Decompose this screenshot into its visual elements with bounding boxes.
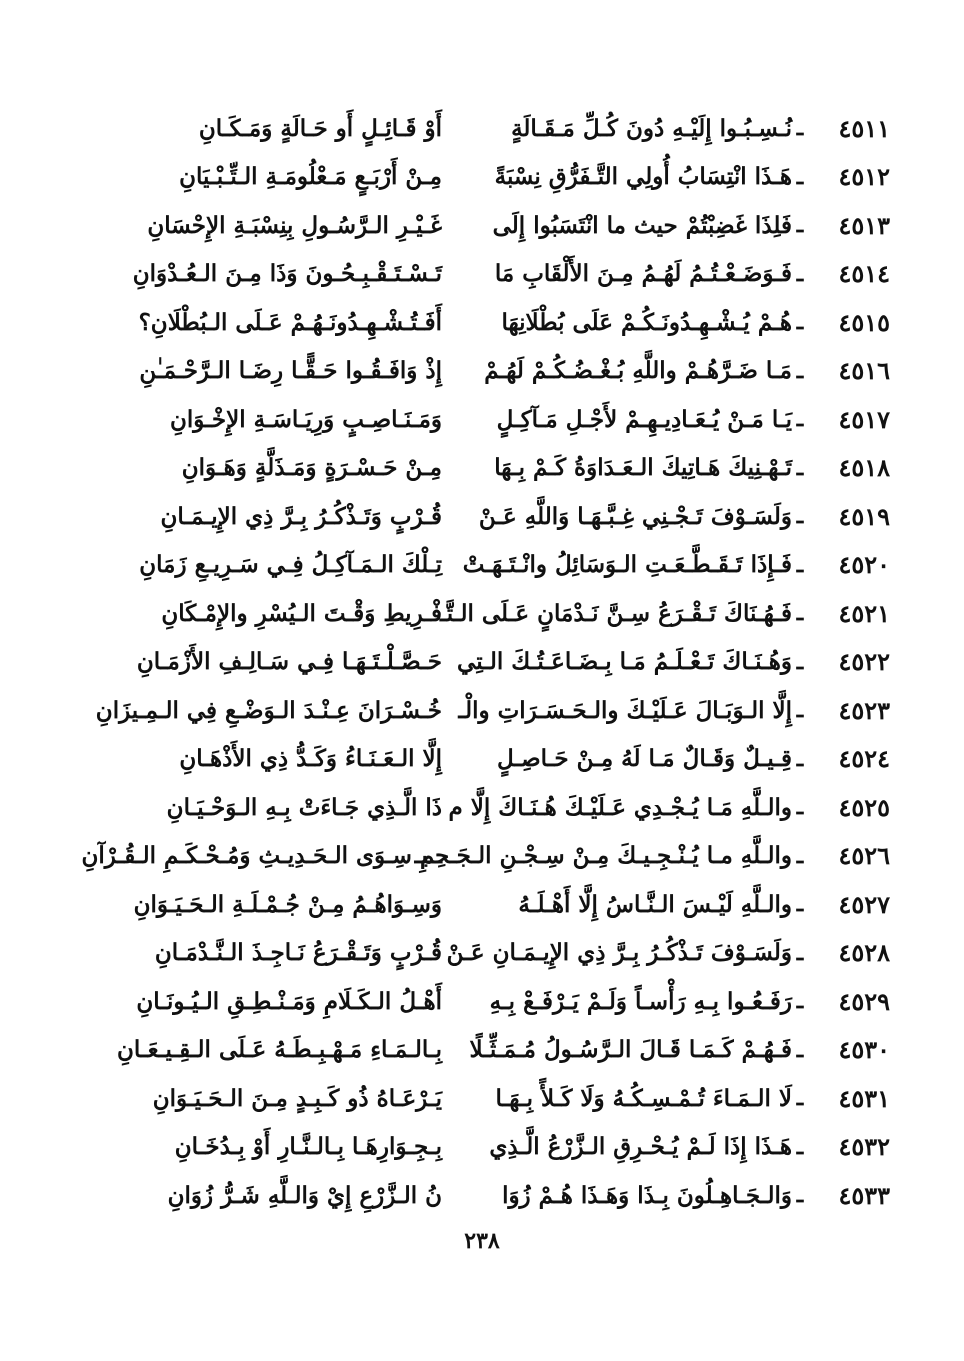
first-hemistich: فَلِذَا غَضِبْتُمْ حيث ما انْتَسَبُوا إِلَى [492,211,792,239]
verse-number: ٤٥١٧ [838,404,890,434]
second-hemistich: وَسِـوَاهُـمُ مِـنْ جُـمْـلَـةِ الـحَـيَـوَانِ [133,890,442,918]
verse-dash: ـ [796,115,804,142]
second-hemistich: مِـنْ حَـسْـرَةٍ وَمَـذَلَّةٍ وَهَـوَانِ [181,454,442,482]
first-hemistich: رَفَـعُـوا بِـهِ رَأْسـاً وَلَـمْ يَـرْفَـعْ بِـهِ [489,987,792,1015]
verse-number: ٤٥٣٢ [838,1132,890,1162]
first-hemistich: وَلَسَـوْفَ تَـذْكُـرُ بِـرَّ ذِي الإِيـمَـانِ عَـنْ [446,939,792,967]
verse-number: ٤٥٢٩ [838,986,890,1016]
verse-dash: ـ [796,939,804,966]
verse-dash: ـ [796,503,804,530]
verse-number: ٤٥٢١ [838,598,890,628]
poem-verses [70,104,890,1220]
first-hemistich: فَـوَضَـعْـتُـمُ لَهُـمُ مِـنَ الأَلْقَابِ مَا [494,260,792,288]
verse-number: ٤٥١٢ [838,162,890,192]
verse-line [70,638,890,687]
verse-line [70,250,890,299]
verse-line [70,153,890,202]
first-hemistich: لَا الـمَـاءَ تُـمْـسِـكُـهُ وَلَا كَـلأً بِـهَـا [495,1084,792,1112]
second-hemistich: بِـالـمَـاءِ مَـهْـبِـطَـهُ عَـلَى الـقِـيـعَـانِ [117,1036,442,1064]
first-hemistich: قِـيـلٌ وَقَـالٌ مَـا لَهُ مِـنْ حَـاصِـلٍ [496,745,792,773]
verse-number: ٤٥٢٦ [838,841,890,871]
verse-dash: ـ [796,309,804,336]
verse-line [70,1123,890,1172]
verse-dash: ـ [796,551,804,578]
verse-number: ٤٥٢٠ [838,550,890,580]
verse-dash: ـ [796,454,804,481]
verse-dash: ـ [796,842,804,869]
verse-line [70,104,890,153]
first-hemistich: إِلَّا الـوَبَـالَ عَـلَيْـكَ والـحَـسَـرَاتِ والْـ [458,696,792,724]
verse-dash: ـ [796,988,804,1015]
verse-dash: ـ [796,1036,804,1063]
verse-number: ٤٥٢٣ [838,695,890,725]
second-hemistich: نُ الـزَّرْعِ إِيْ وَالـلَّهِ شَـرُّ زُوَانِ [167,1181,442,1209]
verse-line [70,735,890,784]
second-hemistich: أَهْـلُ الـكَـلَامِ وَمَـنْـطِـقِ الـيُـونَـانِ [136,987,442,1015]
first-hemistich: فَـإِذَا تَـقَـطَّـعَـتِ الـوَسَائِلُ وانْـتَـهَـتْ [462,551,792,579]
verse-line [70,201,890,250]
second-hemistich: يَـرْعَـاهُ ذُو كَـبِـدٍ مِـنَ الـحَـيَـوَانِ [152,1084,442,1112]
first-hemistich: هَـذَا إِذَا لَـمْ يُـحْـرِقِ الـزَّرْعُ الَّـذِي [489,1133,792,1161]
first-hemistich: فَـهُـنَاكَ تَـقْـرَعُ سِـنَّ نَـدْمَانٍ عَـلَى الـتَّـ [440,599,792,627]
second-hemistich: خُـسْـرَانَ عِـنْـدَ الـوَضْـعِ فِي الـمِـيزَانِ [95,696,442,724]
verse-number: ٤٥١٩ [838,501,890,531]
second-hemistich: وَمَـنَـاصِـبٍ وَرِيَـاسَـةِ الإِخْـوَانِ [169,405,442,433]
verse-dash: ـ [796,1085,804,1112]
verse-dash: ـ [796,697,804,724]
verse-number: ٤٥٢٧ [838,889,890,919]
first-hemistich: تَـهْـنِيكَ هَـاتِيكَ الـعَـدَاوَةُ كَـمْ بِـهَا [494,454,792,482]
second-hemistich: إِلَّا الـعَـنَـاءُ وَكَـدُّ ذِي الأَذْهَـانِ [179,745,442,773]
verse-number: ٤٥٣١ [838,1083,890,1113]
second-hemistich: ـمِ سِـوَى الـحَـدِيـثِ وَمُـحْـكَـمِ الـقُـرْآنِ [81,842,442,870]
second-hemistich: غَـيْـرِ الـرَّسُـولِ بِنِسْبَـةِ الإِحْسَانِ [147,211,442,239]
verse-dash: ـ [796,794,804,821]
verse-dash: ـ [796,260,804,287]
first-hemistich: والـلَّهِ مَـا يُـجْـدِي عَـلَيْـكَ هُـنَـاكَ إِلَّا م [448,793,792,821]
first-hemistich: هَـذَا انْتِسَابُ أُولِي التَّـفَرُّقِ نِسْبَةً [494,163,792,191]
second-hemistich: قُـرْبٍ وَتَـقْـرَعُ نَـاجِـذَ الـنَّـدْمَـانِ [154,939,442,967]
first-hemistich: وَالـجَـاهِـلُونَ بِـذَا وَهَـذَا هُـمْ زُوَا [502,1181,792,1209]
verse-number: ٤٥٢٥ [838,792,890,822]
verse-number: ٤٥١١ [838,113,890,143]
first-hemistich: يَـا مَـنْ يُـعَـادِيـهِـمْ لأَجْـلِ مَـآكِـلٍ [496,405,792,433]
second-hemistich: مِـنْ أَرْبَـعٍ مَـعْلُومَـةِ الـتِّـبْـيَانِ [179,163,442,191]
verse-dash: ـ [796,163,804,190]
verse-line [70,977,890,1026]
verse-line [70,395,890,444]
first-hemistich: فَـهُـمْ كَـمَـا قَـالَ الـرَّسُـولُ مُـمَـثِّـلًا [469,1036,792,1064]
verse-dash: ـ [796,406,804,433]
first-hemistich: وَهُـنَـاكَ تَـعْـلَـمُ مَـا بِـضَـاعَـتُـكَ الـتِي [457,648,792,676]
page-number: ٢٣٨ [464,1228,500,1254]
verse-line [70,929,890,978]
second-hemistich: قُـرْبٍ وَتَـذْكُـرُ بِـرَّ ذِي الإِيـمَـانِ [160,502,442,530]
second-hemistich: حَـصَّـلْـتَـهَـا فِـي سَـالِـفِ الأَزْمَـانِ [136,648,442,676]
verse-dash: ـ [796,600,804,627]
second-hemistich: بِـجِـوَارِهَـا بِـالـنَّـارِ أَوْ بِـدُخَـانِ [174,1133,442,1161]
verse-line [70,444,890,493]
verse-number: ٤٥٣٠ [838,1035,890,1065]
second-hemistich: ذَا الَّـذِي جَـاءَتْ بِـهِ الـوَحْـيَـانِ [166,793,442,821]
verse-dash: ـ [796,212,804,239]
verse-line [70,541,890,590]
verse-number: ٤٥٢٤ [838,744,890,774]
verse-number: ٤٥١٣ [838,210,890,240]
verse-number: ٤٥١٨ [838,453,890,483]
verse-line [70,686,890,735]
verse-dash: ـ [796,1133,804,1160]
verse-line [70,589,890,638]
first-hemistich: هُـمْ يُـشْـهِـدُونَـكُـمْ عَلَى بُطْلَانِهَا [501,308,792,336]
verse-dash: ـ [796,357,804,384]
verse-dash: ـ [796,1182,804,1209]
verse-dash: ـ [796,648,804,675]
second-hemistich: أَوْ قَـائِـلٍ أَو حَـالَةٍ وَمَـكَـانِ [198,114,442,142]
verse-line [70,347,890,396]
verse-number: ٤٥٢٢ [838,647,890,677]
second-hemistich: إِذْ وَافَـقُـوا حَـقًّـا رِضَـا الـرَّحْـمَـٰنِ [139,357,442,385]
verse-line [70,880,890,929]
verse-number: ٤٥١٥ [838,307,890,337]
verse-number: ٤٥١٤ [838,259,890,289]
second-hemistich: أَفَـتُـشْـهِـدُونَـهُـمْ عَـلَى الـبُطْلَانِ؟ [138,308,442,336]
verse-dash: ـ [796,891,804,918]
verse-line [70,1171,890,1220]
second-hemistich: فْـرِيطِ وَقْـتَ الـيُسْرِ والإِمْـكَانِ [161,599,442,627]
verse-dash: ـ [796,745,804,772]
second-hemistich: تِـلْكَ الـمَـآكِـلُ فِـي سَـرِيـعِ زَمَانِ [139,551,442,579]
verse-number: ٤٥١٦ [838,356,890,386]
verse-number: ٤٥٢٨ [838,938,890,968]
verse-line [70,783,890,832]
verse-line [70,1026,890,1075]
first-hemistich: والـلَّهِ مـا يُـنْـجِـيـكَ مِـنْ سِـجْـنِ الـجَـحِـيـ [414,842,792,870]
verse-line [70,832,890,881]
first-hemistich: والـلَّهِ لَيْـسَ الـنَّـاسُ إِلَّا أَهْـلَـهُ [518,890,792,918]
second-hemistich: تَـسْـتَـقْـبِـحُـونَ وَذَا مِـنَ الـعُـدْوَانِ [132,260,442,288]
first-hemistich: وَلَسَـوْفَ تَـجْـنِي غِـبَّـهَـا وَاللَّهِ عَـنْ [478,502,792,530]
verse-line [70,1074,890,1123]
verse-line [70,492,890,541]
verse-line [70,298,890,347]
first-hemistich: مَـا ضَـرَّهُـمْ واللَّهِ بُـغْـضُـكُـمْ لَهُـمْ [484,357,792,385]
first-hemistich: نُـسِـبُـوا إِلَيْـهِ دُونَ كُـلِّ مَـقَـالَةٍ [511,114,792,142]
verse-number: ٤٥٣٣ [838,1180,890,1210]
